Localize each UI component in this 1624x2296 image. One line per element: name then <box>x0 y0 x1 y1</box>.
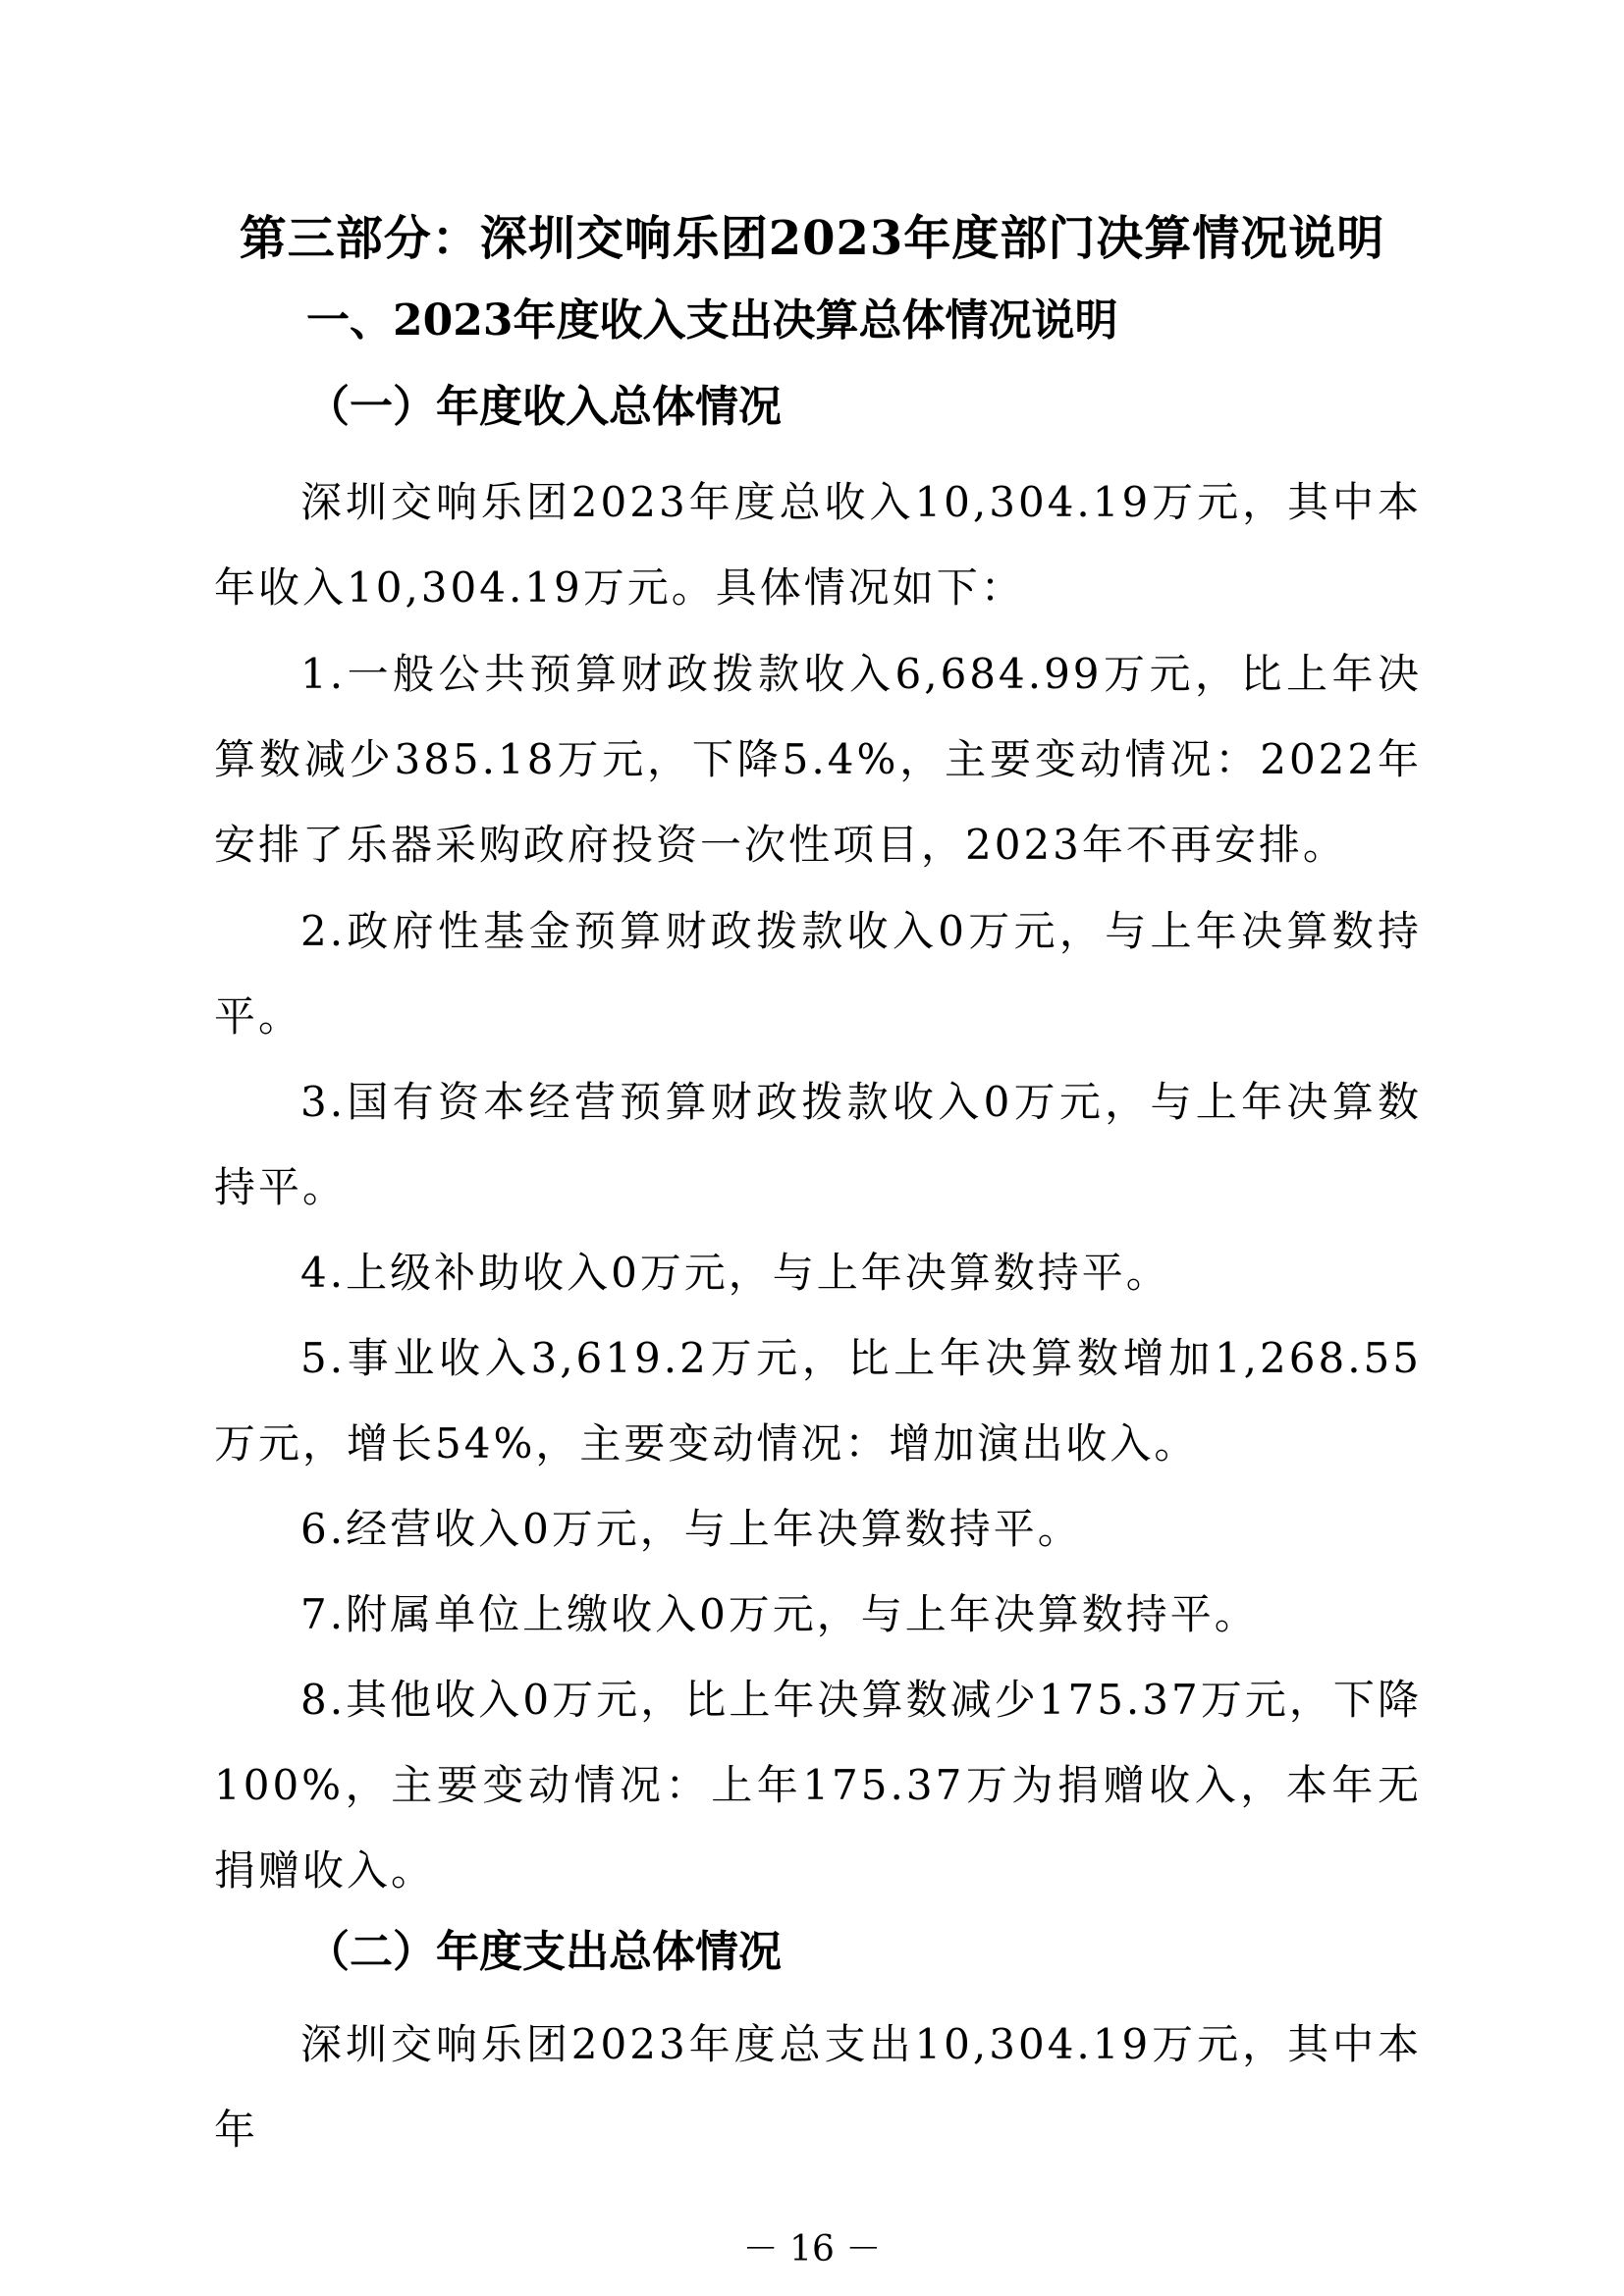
page-number: － 16 － <box>742 2229 882 2269</box>
expense-intro-paragraph: 深圳交响乐团2023年度总支出10,304.19万元，其中本年 <box>214 2020 1422 2154</box>
income-item-4: 4.上级补助收入0万元，与上年决算数持平。 <box>300 1249 1170 1297</box>
income-intro-paragraph: 深圳交响乐团2023年度总收入10,304.19万元，其中本年收入10,304.19万元。具体情况如下： <box>214 478 1422 612</box>
income-item-3: 3.国有资本经营预算财政拨款收入0万元，与上年决算数持平。 <box>214 1078 1422 1211</box>
income-item-8: 8.其他收入0万元，比上年决算数减少175.37万元，下降100%，主要变动情况：上年175.37万为捐赠收入，本年无捐赠收入。 <box>214 1676 1422 1895</box>
income-item-5: 5.事业收入3,619.2万元，比上年决算数增加1,268.55万元，增长54%，主要变动情况：增加演出收入。 <box>214 1334 1422 1468</box>
subsection-heading-income: （一）年度收入总体情况 <box>306 382 782 432</box>
subsection-heading-expense: （二）年度支出总体情况 <box>306 1927 782 1977</box>
document-title: 第三部分：深圳交响乐团2023年度部门决算情况说明 <box>239 211 1385 266</box>
income-item-1: 1.一般公共预算财政拨款收入6,684.99万元，比上年决算数减少385.18万元，下降5.4%，主要变动情况：2022年安排了乐器采购政府投资一次性项目，2023年不再安排。 <box>214 650 1422 869</box>
section-heading-1: 一、2023年度收入支出决算总体情况说明 <box>306 295 1118 346</box>
income-item-7: 7.附属单位上缴收入0万元，与上年决算数持平。 <box>300 1590 1259 1638</box>
income-item-6: 6.经营收入0万元，与上年决算数持平。 <box>300 1505 1082 1553</box>
income-item-2: 2.政府性基金预算财政拨款收入0万元，与上年决算数持平。 <box>214 907 1422 1041</box>
